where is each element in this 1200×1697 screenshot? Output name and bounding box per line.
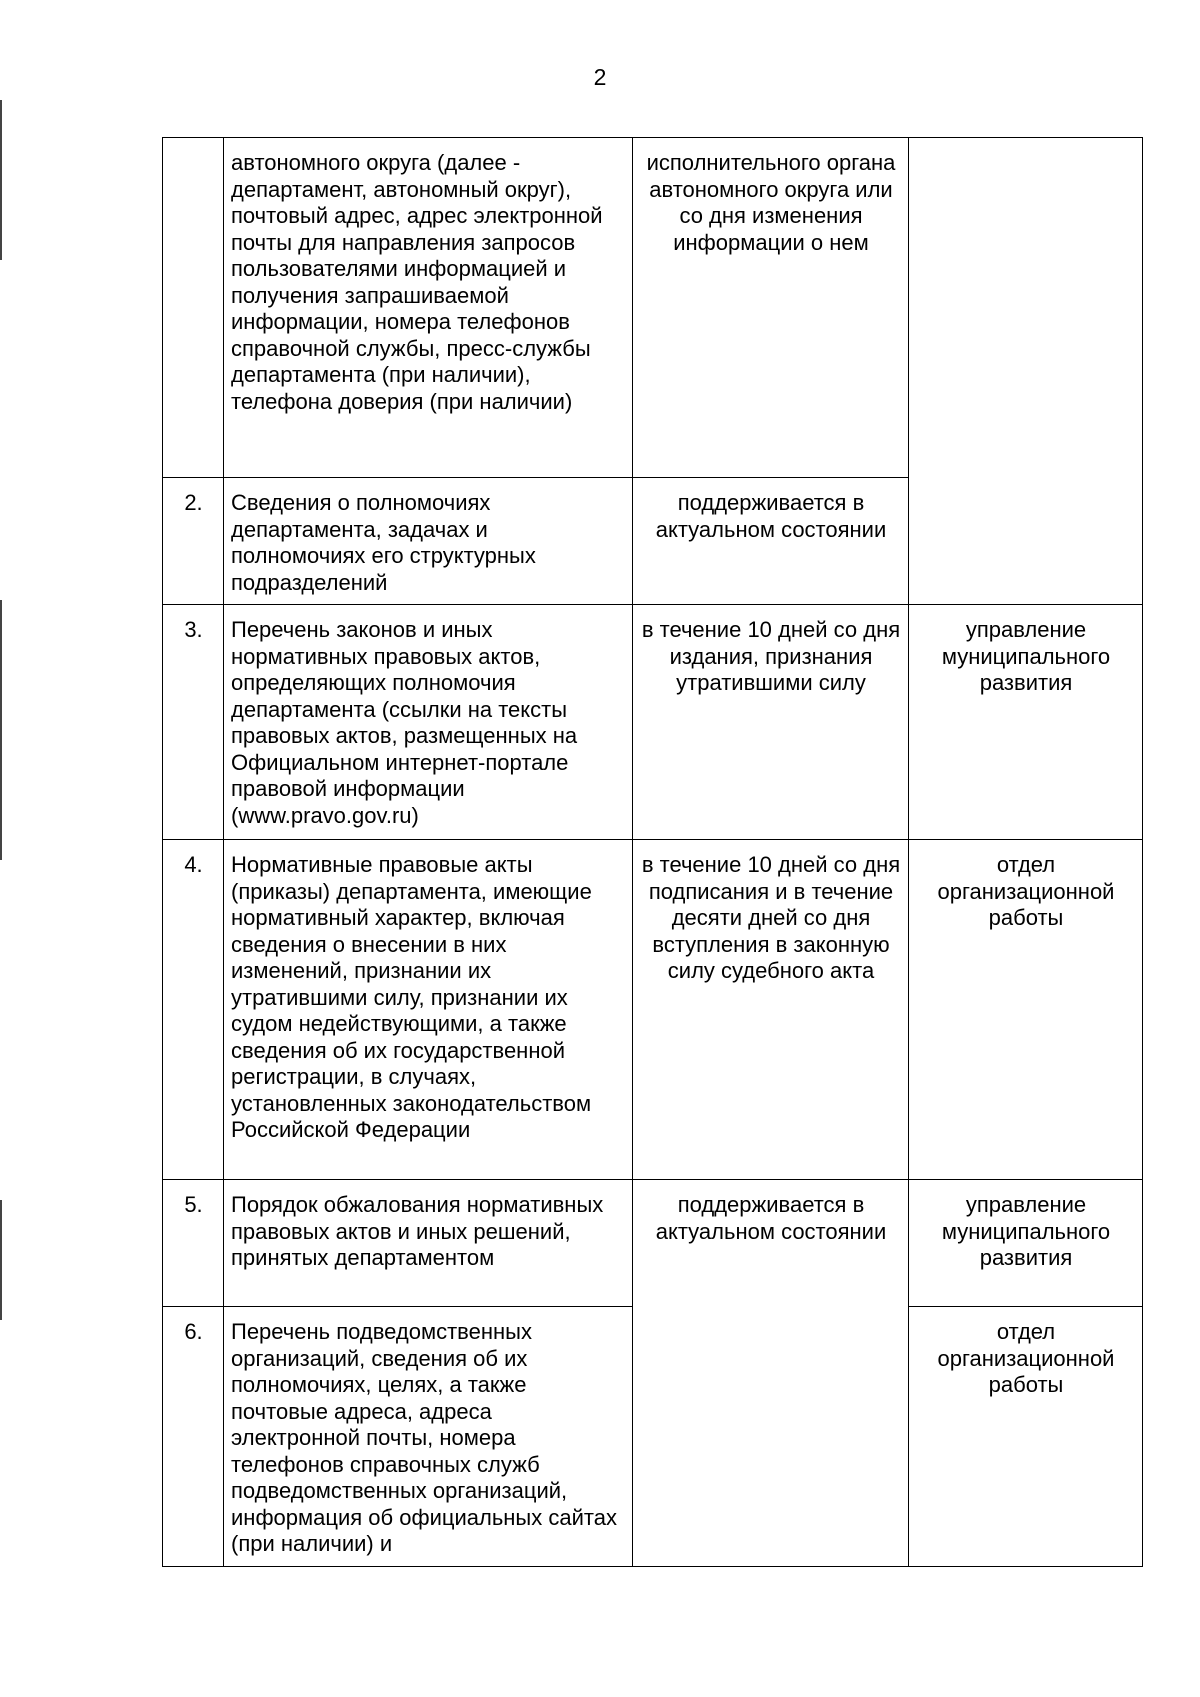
page-number: 2 xyxy=(593,64,607,90)
scan-margin-line xyxy=(0,1200,2,1320)
table-row xyxy=(163,840,1143,1180)
row-description: Порядок обжалования нормативных правовых актов и иных решений, принятых департаментом xyxy=(224,1180,633,1307)
row-description: Перечень подведомственных организаций, сведения об их полномочиях, целях, а также почтовые адреса, адреса электронной почты, номера телефонов справочных служб подведомственных организаций, информация об официальных сайтах (при наличии) и xyxy=(224,1307,633,1567)
table-row xyxy=(163,138,1143,478)
row-term: поддерживается в актуальном состоянии xyxy=(633,478,909,605)
row-responsible: отдел организационной работы xyxy=(909,1307,1143,1567)
row-description: Перечень законов и иных нормативных правовых актов, определяющих полномочия департамента (ссылки на тексты правовых актов, размещенных на Официальном интернет-портале правовой информации (www.pravo.gov.ru) xyxy=(224,605,633,840)
row-number: 2. xyxy=(163,478,224,605)
row-term: поддерживается в актуальном состоянии xyxy=(633,1180,909,1567)
row-term: в течение 10 дней со дня издания, признания утратившими силу xyxy=(633,605,909,840)
table-row xyxy=(163,605,1143,840)
row-number: 4. xyxy=(163,840,224,1180)
row-term: в течение 10 дней со дня подписания и в течение десяти дней со дня вступления в законную силу судебного акта xyxy=(633,840,909,1180)
table-row xyxy=(163,1180,1143,1307)
row-responsible: управление муниципального развития xyxy=(909,605,1143,840)
row-term: исполнительного органа автономного округа или со дня изменения информации о нем xyxy=(633,138,909,478)
scan-margin-line xyxy=(0,100,2,260)
row-number: 5. xyxy=(163,1180,224,1307)
row-description: Сведения о полномочиях департамента, задачах и полномочиях его структурных подразделений xyxy=(224,478,633,605)
info-table xyxy=(162,137,1143,1567)
row-responsible xyxy=(909,138,1143,605)
row-number: 6. xyxy=(163,1307,224,1567)
row-responsible: отдел организационной работы xyxy=(909,840,1143,1180)
row-number: 3. xyxy=(163,605,224,840)
row-responsible: управление муниципального развития xyxy=(909,1180,1143,1307)
scan-margin-line xyxy=(0,600,2,860)
row-description: автономного округа (далее - департамент, автономный округ), почтовый адрес, адрес электронной почты для направления запросов пользователями информацией и получения запрашиваемой информации, номера телефонов справочной службы, пресс-службы департамента (при наличии), телефона доверия (при наличии) xyxy=(224,138,633,478)
row-number xyxy=(163,138,224,478)
row-description: Нормативные правовые акты (приказы) департамента, имеющие нормативный характер, включая сведения о внесении в них изменений, признании их утратившими силу, признании их судом недействующими, а также сведения об их государственной регистрации, в случаях, установленных законодательством Российской Федерации xyxy=(224,840,633,1180)
